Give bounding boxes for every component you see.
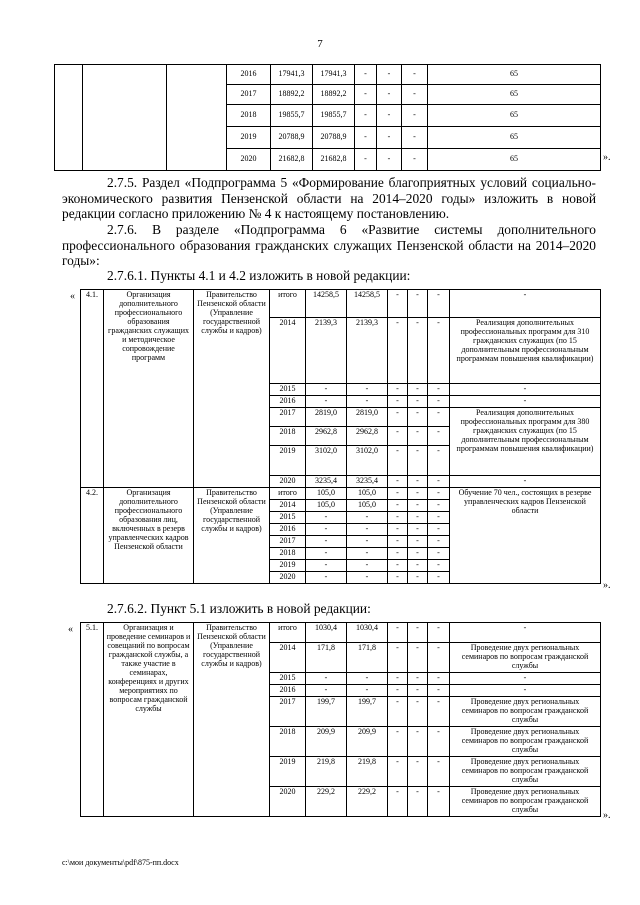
item-result: Проведение двух региональных семинаров по вопросам гражданской службы xyxy=(450,756,601,786)
table-cell: 2019 xyxy=(270,445,306,475)
item-name: Организация дополнительного профессионального образования гражданских служащих и методическое сопровождение программ xyxy=(104,290,194,488)
table-row xyxy=(81,290,601,318)
table-cell: - xyxy=(306,684,347,696)
table-cell: - xyxy=(347,571,388,583)
item-executor: Правительство Пензенской области (Управление государственной службы и кадров) xyxy=(194,290,270,488)
table-cell: - xyxy=(428,318,450,384)
table-cell: - xyxy=(347,547,388,559)
table-cell: - xyxy=(408,623,428,643)
table-cell: - xyxy=(428,756,450,786)
item-result: - xyxy=(450,290,601,318)
page-number: 7 xyxy=(317,38,323,50)
table-cell: - xyxy=(388,673,408,685)
item-result: - xyxy=(450,623,601,643)
table-cell: - xyxy=(347,523,388,535)
table-cell: - xyxy=(388,511,408,523)
paragraph-2-7-6: 2.7.6. В разделе «Подпрограмма 6 «Развитие системы дополнительного профессионального образования гражданских служащих Пензенской области на 2014–2020 годы»: xyxy=(62,222,596,268)
table-cell: 2015 xyxy=(270,673,306,685)
item-result: - xyxy=(450,684,601,696)
table-cell: - xyxy=(408,445,428,475)
table-cell: - xyxy=(408,523,428,535)
table-cell: 18892,2 xyxy=(313,85,355,105)
table-cell: - xyxy=(408,407,428,426)
footer-path: c:\мои документы\pdf\875-пп.docx xyxy=(62,858,179,867)
table-cell: 2020 xyxy=(270,571,306,583)
table-cell: - xyxy=(306,547,347,559)
table-cell: - xyxy=(388,623,408,643)
table-cell: - xyxy=(306,395,347,407)
table-cell: 2962,8 xyxy=(306,426,347,445)
table-cell: - xyxy=(408,643,428,673)
table-cell: - xyxy=(408,511,428,523)
table-cell: - xyxy=(402,127,428,149)
table-cell: 19855,7 xyxy=(271,105,313,127)
table-cell: - xyxy=(402,65,428,85)
table-cell: - xyxy=(408,786,428,816)
table-cell: 3235,4 xyxy=(306,475,347,487)
table-cell: - xyxy=(377,85,402,105)
table-cell: - xyxy=(388,426,408,445)
table-cell: - xyxy=(306,571,347,583)
heading-2-7-6-1: 2.7.6.1. Пункты 4.1 и 4.2 изложить в новой редакции: xyxy=(107,268,411,283)
table-cell: - xyxy=(388,535,408,547)
table-cell: 209,9 xyxy=(347,726,388,756)
table-cell: - xyxy=(377,149,402,171)
table-cell: 2020 xyxy=(270,475,306,487)
table-cell: - xyxy=(388,475,408,487)
table-cell: - xyxy=(347,535,388,547)
table-cell: - xyxy=(428,696,450,726)
table-cell: - xyxy=(428,559,450,571)
table-cell: - xyxy=(355,127,377,149)
table-row xyxy=(55,65,601,85)
table-cell: - xyxy=(428,535,450,547)
table-cell: итого xyxy=(270,487,306,499)
table-cell: - xyxy=(306,384,347,396)
table-cell: 199,7 xyxy=(347,696,388,726)
table-cell: - xyxy=(402,85,428,105)
table-cell: - xyxy=(355,149,377,171)
table-cell: 171,8 xyxy=(347,643,388,673)
item-result: - xyxy=(450,395,601,407)
table-cell: - xyxy=(388,487,408,499)
table-cell: - xyxy=(347,395,388,407)
table-cell: 229,2 xyxy=(347,786,388,816)
table-cell: 2017 xyxy=(270,535,306,547)
table-cell: - xyxy=(408,475,428,487)
table-cell: 209,9 xyxy=(306,726,347,756)
table-cell: - xyxy=(428,426,450,445)
table-cell: 2014 xyxy=(270,643,306,673)
table-cell: - xyxy=(428,407,450,426)
table-cell: - xyxy=(306,511,347,523)
table-cell: - xyxy=(306,523,347,535)
item-result: Проведение двух региональных семинаров по вопросам гражданской службы xyxy=(450,696,601,726)
table-cell: 14258,5 xyxy=(347,290,388,318)
item-executor: Правительство Пензенской области (Управление государственной службы и кадров) xyxy=(194,623,270,817)
table-cell: - xyxy=(388,696,408,726)
table-cell: 2018 xyxy=(270,547,306,559)
table-cell: 2017 xyxy=(270,407,306,426)
table-cell: 2819,0 xyxy=(347,407,388,426)
table-top xyxy=(54,64,601,171)
table-cell: - xyxy=(388,318,408,384)
table-cell: - xyxy=(428,475,450,487)
table-cell: 2015 xyxy=(270,511,306,523)
table-cell: - xyxy=(408,290,428,318)
table-cell: - xyxy=(408,726,428,756)
table-cell: 2019 xyxy=(270,756,306,786)
table-cell: - xyxy=(347,684,388,696)
table-cell: 2018 xyxy=(270,726,306,756)
table-cell: 105,0 xyxy=(347,499,388,511)
table-cell: - xyxy=(347,673,388,685)
table-cell: - xyxy=(388,407,408,426)
heading-2-7-6-2: 2.7.6.2. Пункт 5.1 изложить в новой редакции: xyxy=(107,601,371,616)
table-cell: 2018 xyxy=(227,105,271,127)
table-cell: - xyxy=(388,559,408,571)
table-cell: 21682,8 xyxy=(271,149,313,171)
table-cell: 2016 xyxy=(270,395,306,407)
table-row xyxy=(81,623,601,643)
table-cell: - xyxy=(428,643,450,673)
table-cell: 2014 xyxy=(270,499,306,511)
table-cell: 2014 xyxy=(270,318,306,384)
table-cell: - xyxy=(408,535,428,547)
table-cell: 219,8 xyxy=(306,756,347,786)
item-result: Проведение двух региональных семинаров по вопросам гражданской службы xyxy=(450,786,601,816)
table-cell: - xyxy=(306,559,347,571)
table-items-4 xyxy=(80,289,601,584)
table-cell: - xyxy=(428,623,450,643)
item-result: Проведение двух региональных семинаров по вопросам гражданской службы xyxy=(450,726,601,756)
table-cell: 105,0 xyxy=(306,487,347,499)
table-cell: - xyxy=(428,511,450,523)
table-cell: 17941,3 xyxy=(313,65,355,85)
table-cell: - xyxy=(306,535,347,547)
item-number: 4.1. xyxy=(81,290,104,488)
table-cell: - xyxy=(388,684,408,696)
table-cell: - xyxy=(347,384,388,396)
table-cell: 65 xyxy=(428,65,601,85)
empty-cell xyxy=(167,65,227,171)
table-cell: - xyxy=(355,65,377,85)
table-item-5-1 xyxy=(80,622,601,817)
end-quote-51: ». xyxy=(603,810,611,821)
table-cell: - xyxy=(388,384,408,396)
table-cell: 19855,7 xyxy=(313,105,355,127)
table-cell: - xyxy=(408,559,428,571)
item-result: - xyxy=(450,475,601,487)
table-cell: 2016 xyxy=(227,65,271,85)
table-cell: - xyxy=(388,786,408,816)
table-cell: - xyxy=(388,643,408,673)
table-cell: 199,7 xyxy=(306,696,347,726)
table-cell: 2020 xyxy=(270,786,306,816)
table-cell: 2017 xyxy=(270,696,306,726)
empty-cell xyxy=(83,65,167,171)
item-number: 5.1. xyxy=(81,623,104,817)
table-cell: 20788,9 xyxy=(313,127,355,149)
table-cell: - xyxy=(428,684,450,696)
table-cell: 2016 xyxy=(270,523,306,535)
item-result: Реализация дополнительных профессиональных программ для 310 гражданских служащих (по 15 дополнительным профессиональным программам повышения квалификации) xyxy=(450,318,601,384)
table-cell: - xyxy=(388,499,408,511)
table-cell: - xyxy=(428,395,450,407)
paragraph-2-7-5: 2.7.5. Раздел «Подпрограмма 5 «Формирование благоприятных условий социально-экономического развития Пензенской области на 2014–2020 годы» изложить в новой редакции согласно приложению № 4 к настоящему постановлению. xyxy=(62,175,596,221)
table-cell: - xyxy=(388,523,408,535)
table-cell: 2017 xyxy=(227,85,271,105)
table-cell: 2015 xyxy=(270,384,306,396)
table-cell: - xyxy=(388,290,408,318)
table-cell: 18892,2 xyxy=(271,85,313,105)
table-cell: 2016 xyxy=(270,684,306,696)
table-cell: - xyxy=(388,726,408,756)
table-cell: - xyxy=(428,547,450,559)
table-cell: 2819,0 xyxy=(306,407,347,426)
table-cell: - xyxy=(388,571,408,583)
table-cell: - xyxy=(408,696,428,726)
table-cell: - xyxy=(388,445,408,475)
table-cell: - xyxy=(347,511,388,523)
table-cell: 2139,3 xyxy=(306,318,347,384)
table-cell: 65 xyxy=(428,85,601,105)
table-cell: - xyxy=(428,487,450,499)
table-cell: 105,0 xyxy=(306,499,347,511)
table-cell: - xyxy=(355,85,377,105)
item-executor: Правительство Пензенской области (Управление государственной службы и кадров) xyxy=(194,487,270,583)
table-cell: 3235,4 xyxy=(347,475,388,487)
table-cell: 2018 xyxy=(270,426,306,445)
table-cell: 105,0 xyxy=(347,487,388,499)
open-quote-41: « xyxy=(70,291,75,302)
table-cell: 65 xyxy=(428,105,601,127)
table-cell: - xyxy=(377,105,402,127)
table-cell: итого xyxy=(270,290,306,318)
table-cell: 2020 xyxy=(227,149,271,171)
item-result: - xyxy=(450,384,601,396)
table-cell: - xyxy=(408,673,428,685)
table-cell: - xyxy=(355,105,377,127)
table-cell: 171,8 xyxy=(306,643,347,673)
item-result: - xyxy=(450,673,601,685)
table-cell: 14258,5 xyxy=(306,290,347,318)
table-cell: 3102,0 xyxy=(347,445,388,475)
table-cell: - xyxy=(428,499,450,511)
table-cell: - xyxy=(428,786,450,816)
table-cell: - xyxy=(428,726,450,756)
table-cell: 1030,4 xyxy=(347,623,388,643)
table-cell: - xyxy=(306,673,347,685)
item-result: Проведение двух региональных семинаров по вопросам гражданской службы xyxy=(450,643,601,673)
table-cell: 3102,0 xyxy=(306,445,347,475)
table-cell: 2019 xyxy=(227,127,271,149)
item-name: Организация и проведение семинаров и совещаний по вопросам гражданской службы, а также участие в семинарах, конференциях и других мероприятиях по вопросам гражданской службы xyxy=(104,623,194,817)
table-cell: - xyxy=(347,559,388,571)
table-cell: - xyxy=(428,290,450,318)
end-quote-42: ». xyxy=(603,580,611,591)
table-cell: - xyxy=(402,105,428,127)
item-result: Обучение 70 чел., состоящих в резерве управленческих кадров Пензенской области xyxy=(450,487,601,583)
table-cell: - xyxy=(388,756,408,786)
table-cell: - xyxy=(428,384,450,396)
table-cell: 20788,9 xyxy=(271,127,313,149)
table-cell: - xyxy=(428,523,450,535)
table-cell: 65 xyxy=(428,149,601,171)
table-cell: - xyxy=(377,65,402,85)
table-cell: 2019 xyxy=(270,559,306,571)
table-cell: 1030,4 xyxy=(306,623,347,643)
table-cell: 229,2 xyxy=(306,786,347,816)
table-cell: 65 xyxy=(428,127,601,149)
table-cell: итого xyxy=(270,623,306,643)
table-cell: - xyxy=(428,673,450,685)
table-cell: - xyxy=(408,395,428,407)
table-cell: - xyxy=(388,547,408,559)
table-cell: - xyxy=(408,756,428,786)
table-cell: 2962,8 xyxy=(347,426,388,445)
table-cell: - xyxy=(408,487,428,499)
table-cell: - xyxy=(428,445,450,475)
table-cell: - xyxy=(408,384,428,396)
table-cell: - xyxy=(408,499,428,511)
table-cell: 219,8 xyxy=(347,756,388,786)
table-cell: - xyxy=(408,571,428,583)
table-cell: 2139,3 xyxy=(347,318,388,384)
table-cell: - xyxy=(428,571,450,583)
table-row xyxy=(81,487,601,499)
table-cell: - xyxy=(408,547,428,559)
item-number: 4.2. xyxy=(81,487,104,583)
table-cell: - xyxy=(402,149,428,171)
item-name: Организация дополнительного профессионального образования лиц, включенных в резерв управленческих кадров Пензенской области xyxy=(104,487,194,583)
open-quote-51: « xyxy=(68,624,73,635)
table-cell: 17941,3 xyxy=(271,65,313,85)
table-cell: - xyxy=(408,318,428,384)
table-cell: 21682,8 xyxy=(313,149,355,171)
table-cell: - xyxy=(388,395,408,407)
table-cell: - xyxy=(377,127,402,149)
table-cell: - xyxy=(408,426,428,445)
table-cell: - xyxy=(408,684,428,696)
end-quote-top: ». xyxy=(603,152,611,163)
empty-cell xyxy=(55,65,83,171)
item-result: Реализация дополнительных профессиональных программ для 380 гражданских служащих (по 15 дополнительным профессиональным программам повышения квалификации) xyxy=(450,407,601,475)
